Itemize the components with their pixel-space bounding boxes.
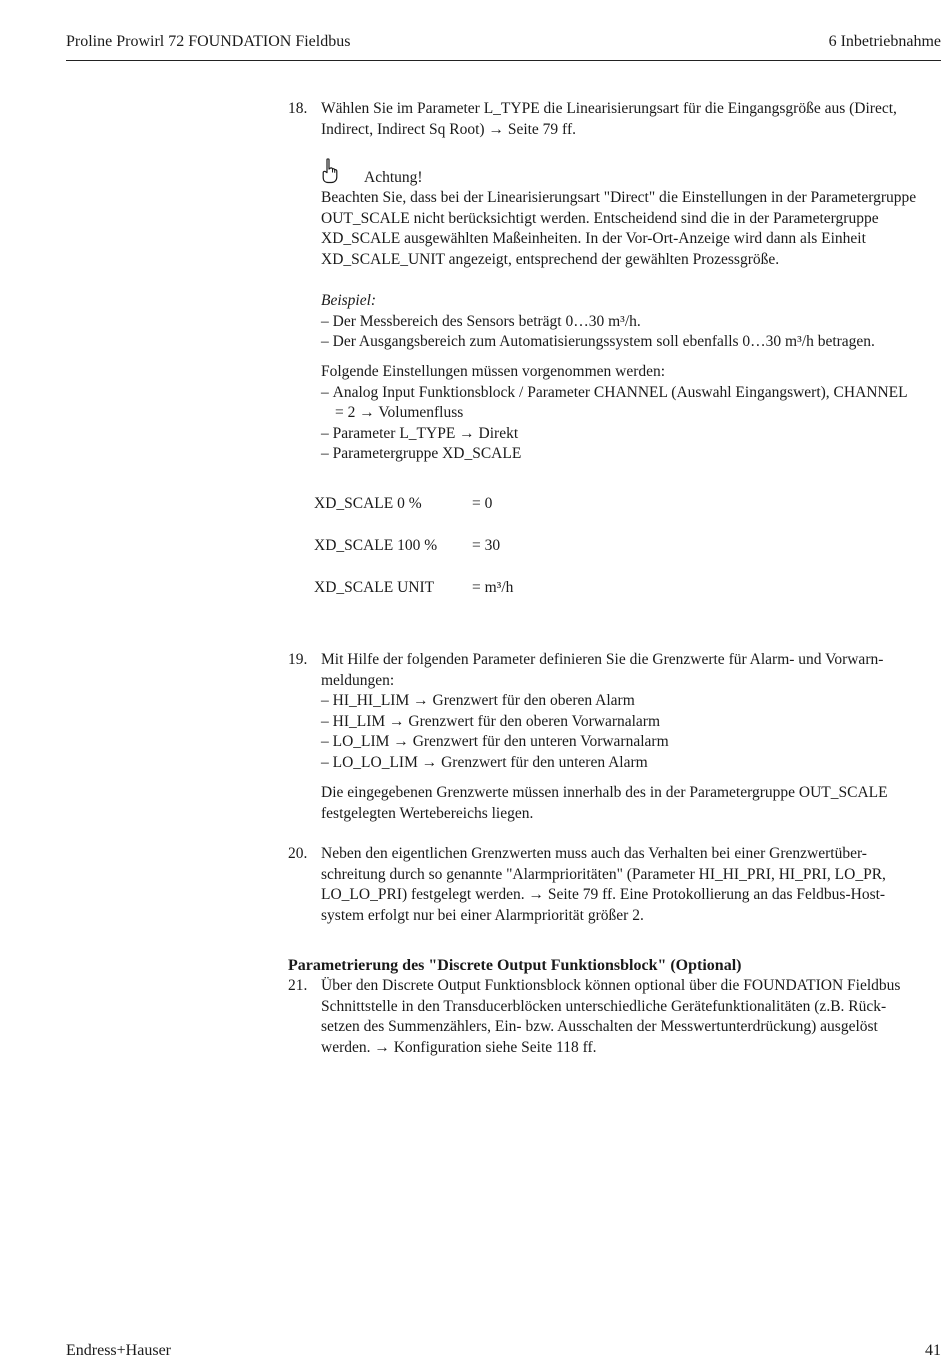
settings-block — [321, 362, 941, 465]
header-title: Proline Prowirl 72 FOUNDATION Fieldbus — [66, 33, 351, 50]
header-chapter: 6 Inbetriebnahme — [828, 33, 941, 50]
limit-item: – LO_LIM → Grenzwert für den unteren Vorwarnalarm — [321, 732, 928, 753]
step-text-line: LO_LO_PRI) festgelegt werden. → Seite 79 ff. Eine Protokollierung an das Feldbus-Host- — [321, 886, 886, 903]
settings-item-continuation: = 2 → Volumenfluss — [335, 404, 464, 421]
footer-brand: Endress+Hauser — [66, 1342, 171, 1359]
limit-item: – HI_HI_LIM → Grenzwert für den oberen Alarm — [321, 691, 928, 712]
step-text-line: meldungen: — [321, 671, 395, 689]
example-label: Beispiel: — [321, 292, 377, 309]
note-line: Beachten Sie, dass bei der Linearisierungsart "Direct" die Einstellungen in der Parametergruppe — [321, 189, 917, 206]
step-text-line: Über den Discrete Output Funktionsblock können optional über die FOUNDATION Fieldbus — [321, 977, 901, 994]
step-19 — [288, 650, 928, 824]
xd-scale-value: = 0 — [472, 495, 493, 512]
step-number: 21. — [288, 977, 308, 994]
step-number: 20. — [288, 845, 308, 862]
caution-note — [321, 158, 941, 270]
step-text-line: Indirect, Indirect Sq Root) → Seite 79 ff. — [321, 120, 576, 138]
step-text-line: system erfolgt nur bei einer Alarmpriorität größer 2. — [321, 906, 644, 924]
settings-item: – Parametergruppe XD_SCALE — [321, 444, 941, 465]
step-text-line: schreitung durch so genannte "Alarmprioritäten" (Parameter HI_HI_PRI, HI_PRI, LO_PR, — [321, 865, 886, 883]
step-text-line: Neben den eigentlichen Grenzwerten muss auch das Verhalten bei einer Grenzwertüber- — [321, 845, 867, 862]
limit-item: – HI_LIM → Grenzwert für den oberen Vorwarnalarm — [321, 712, 928, 733]
step-text-line: Mit Hilfe der folgenden Parameter definieren Sie die Grenzwerte für Alarm- und Vorwarn- — [321, 651, 884, 668]
xd-scale-key: XD_SCALE 100 % — [314, 537, 438, 554]
xd-scale-value: = 30 — [472, 537, 501, 554]
limit-item: – LO_LO_LIM → Grenzwert für den unteren Alarm — [321, 753, 928, 774]
example-item: – Der Ausgangsbereich zum Automatisierungssystem soll ebenfalls 0…30 m³/h betragen. — [321, 332, 941, 353]
page-number: 41 — [925, 1342, 941, 1359]
header-rule — [66, 60, 941, 61]
example-item: – Der Messbereich des Sensors beträgt 0…30 m³/h. — [321, 312, 941, 333]
settings-item: – Analog Input Funktionsblock / Parameter CHANNEL (Auswahl Eingangswert), CHANNEL — [321, 383, 941, 404]
step-21 — [288, 976, 928, 1058]
note-line: XD_SCALE ausgewählten Maßeinheiten. In der Vor-Ort-Anzeige wird dann als Einheit — [321, 230, 866, 247]
xd-scale-value: = m³/h — [472, 579, 514, 596]
caution-title: Achtung! — [364, 169, 423, 186]
example-block — [321, 291, 941, 353]
xd-scale-key: XD_SCALE 0 % — [314, 495, 422, 512]
step-20 — [288, 844, 928, 926]
step-text-line: setzen des Summenzählers, Ein- bzw. Ausschalten der Messwertunterdrückung) ausgelöst — [321, 1018, 878, 1035]
step-text-line: werden. → Konfiguration siehe Seite 118 ff. — [321, 1038, 597, 1056]
step-18 — [288, 99, 928, 140]
step-number: 19. — [288, 651, 308, 668]
step-text-line: festgelegten Wertebereichs liegen. — [321, 804, 534, 822]
step-text-line: Wählen Sie im Parameter L_TYPE die Linearisierungsart für die Eingangsgröße aus (Direct, — [321, 100, 897, 117]
settings-item: – Parameter L_TYPE → Direkt — [321, 424, 941, 445]
note-line: XD_SCALE_UNIT angezeigt, entsprechend der gewählten Prozessgröße. — [321, 250, 780, 268]
step-text-line: Schnittstelle in den Transducerblöcken unterschiedliche Gerätefunktionalitäten (z.B. Rück- — [321, 997, 887, 1015]
settings-intro: Folgende Einstellungen müssen vorgenommen werden: — [321, 363, 666, 380]
step-number: 18. — [288, 100, 308, 117]
xd-scale-key: XD_SCALE UNIT — [314, 579, 435, 596]
section-heading: Parametrierung des "Discrete Output Funktionsblock" (Optional) — [288, 957, 742, 974]
step-text-line: Die eingegebenen Grenzwerte müssen innerhalb des in der Parametergruppe OUT_SCALE — [321, 784, 888, 801]
note-line: OUT_SCALE nicht berücksichtigt werden. Entscheidend sind die in der Parametergruppe — [321, 209, 879, 227]
pointing-hand-icon — [321, 158, 339, 184]
